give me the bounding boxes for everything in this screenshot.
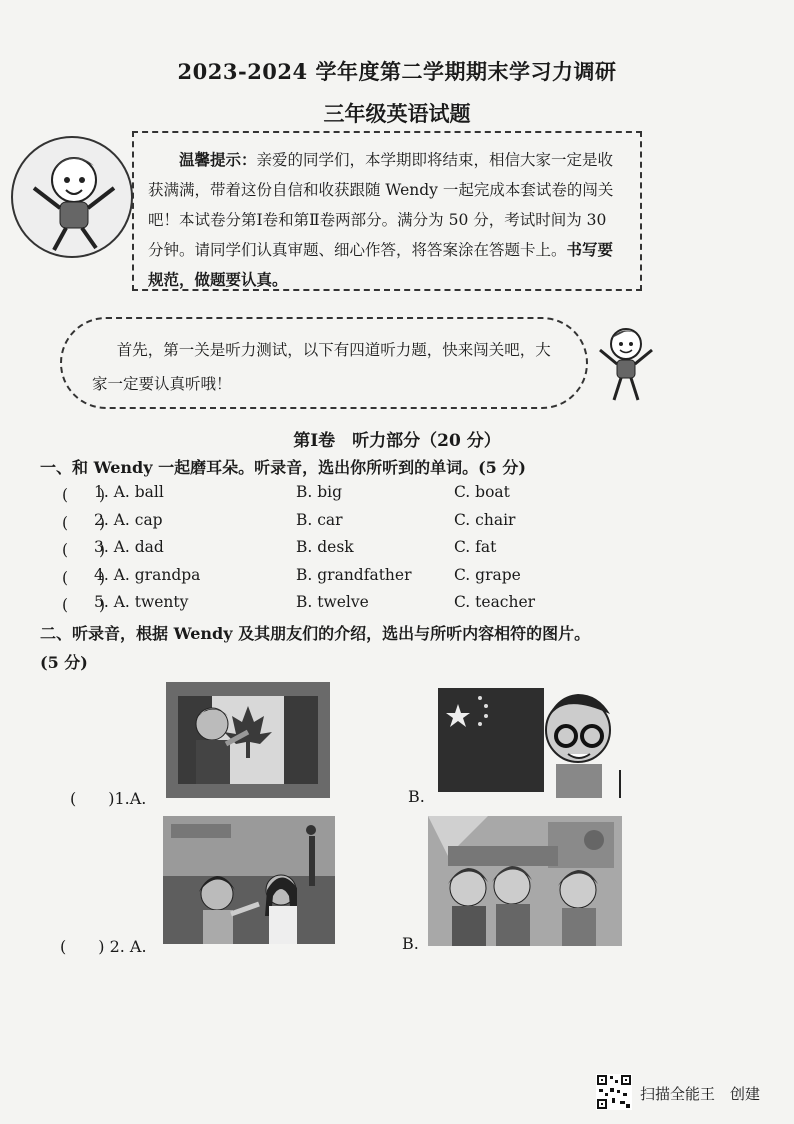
option-b: B. big bbox=[296, 483, 343, 501]
section-one-heading: 一、和 Wendy 一起磨耳朵。听录音，选出你所听到的单词。(5 分) bbox=[40, 458, 526, 477]
option-b: B. desk bbox=[296, 538, 354, 556]
option-b: B. twelve bbox=[296, 593, 369, 611]
answer-blank[interactable]: ( ) bbox=[62, 569, 106, 587]
question-2-1-option-b-label: B. bbox=[408, 787, 425, 806]
option-c: C. chair bbox=[454, 511, 516, 529]
question-row bbox=[62, 483, 662, 507]
small-cartoon-boy-illustration bbox=[594, 320, 656, 408]
section-two-score: (5 分) bbox=[40, 653, 88, 672]
tip-box bbox=[132, 131, 642, 291]
exam-subtitle: 三年级英语试题 bbox=[323, 101, 471, 126]
question-2-2-label: ( ) 2. A. bbox=[60, 937, 147, 956]
option-a: 3. A. dad bbox=[94, 538, 164, 556]
picture-two-girls[interactable] bbox=[163, 816, 335, 944]
question-row bbox=[62, 593, 662, 617]
part-one-title: 第Ⅰ卷 听力部分（20 分） bbox=[293, 431, 501, 451]
option-c: C. fat bbox=[454, 538, 497, 556]
option-c: C. boat bbox=[454, 483, 510, 501]
qr-code-icon bbox=[596, 1074, 632, 1110]
option-c: C. teacher bbox=[454, 593, 536, 611]
question-row bbox=[62, 538, 662, 562]
option-c: C. grape bbox=[454, 566, 521, 584]
cartoon-boy-illustration bbox=[10, 132, 134, 262]
question-row bbox=[62, 566, 662, 590]
option-a: 1. A. ball bbox=[94, 483, 164, 501]
answer-blank[interactable]: ( ) bbox=[62, 514, 106, 532]
instruction-bubble bbox=[60, 317, 588, 409]
answer-blank[interactable]: ( ) bbox=[62, 596, 106, 614]
option-a: 4. A. grandpa bbox=[94, 566, 201, 584]
picture-three-boys[interactable] bbox=[428, 816, 622, 946]
tip-emphasis: 书写要规范，做题要认真。 bbox=[148, 240, 614, 289]
question-2-2-option-b-label: B. bbox=[402, 934, 419, 953]
option-b: B. grandfather bbox=[296, 566, 412, 584]
question-2-1-label: ( )1.A. bbox=[70, 789, 147, 808]
tip-body: 亲爱的同学们，本学期即将结束，相信大家一定是收获满满，带着这份自信和收获跟随 Wendy 一起完成本套试卷的闯关吧！本试卷分第Ⅰ卷和第Ⅱ卷两部分。满分为 50 分，考试时间为 30 分钟。请同学们认真审题、细心作答，将答案涂在答题卡上。 bbox=[148, 151, 614, 259]
section-two-heading: 二、听录音，根据 Wendy 及其朋友们的介绍，选出与所听内容相符的图片。 bbox=[40, 624, 591, 643]
option-a: 2. A. cap bbox=[94, 511, 163, 529]
tip-label: 温馨提示： bbox=[179, 150, 257, 169]
scanner-watermark: 扫描全能王 创建 bbox=[640, 1085, 761, 1103]
answer-blank[interactable]: ( ) bbox=[62, 541, 106, 559]
answer-blank[interactable]: ( ) bbox=[62, 486, 106, 504]
bubble-text: 首先，第一关是听力测试，以下有四道听力题，快来闯关吧，大家一定要认真听哦！ bbox=[92, 341, 551, 393]
picture-china-boy[interactable] bbox=[438, 684, 622, 800]
option-a: 5. A. twenty bbox=[94, 593, 189, 611]
question-row bbox=[62, 511, 662, 535]
option-b: B. car bbox=[296, 511, 343, 529]
exam-title: 2023-2024 学年度第二学期期末学习力调研 bbox=[177, 59, 617, 84]
picture-canada-boy[interactable] bbox=[166, 682, 330, 798]
